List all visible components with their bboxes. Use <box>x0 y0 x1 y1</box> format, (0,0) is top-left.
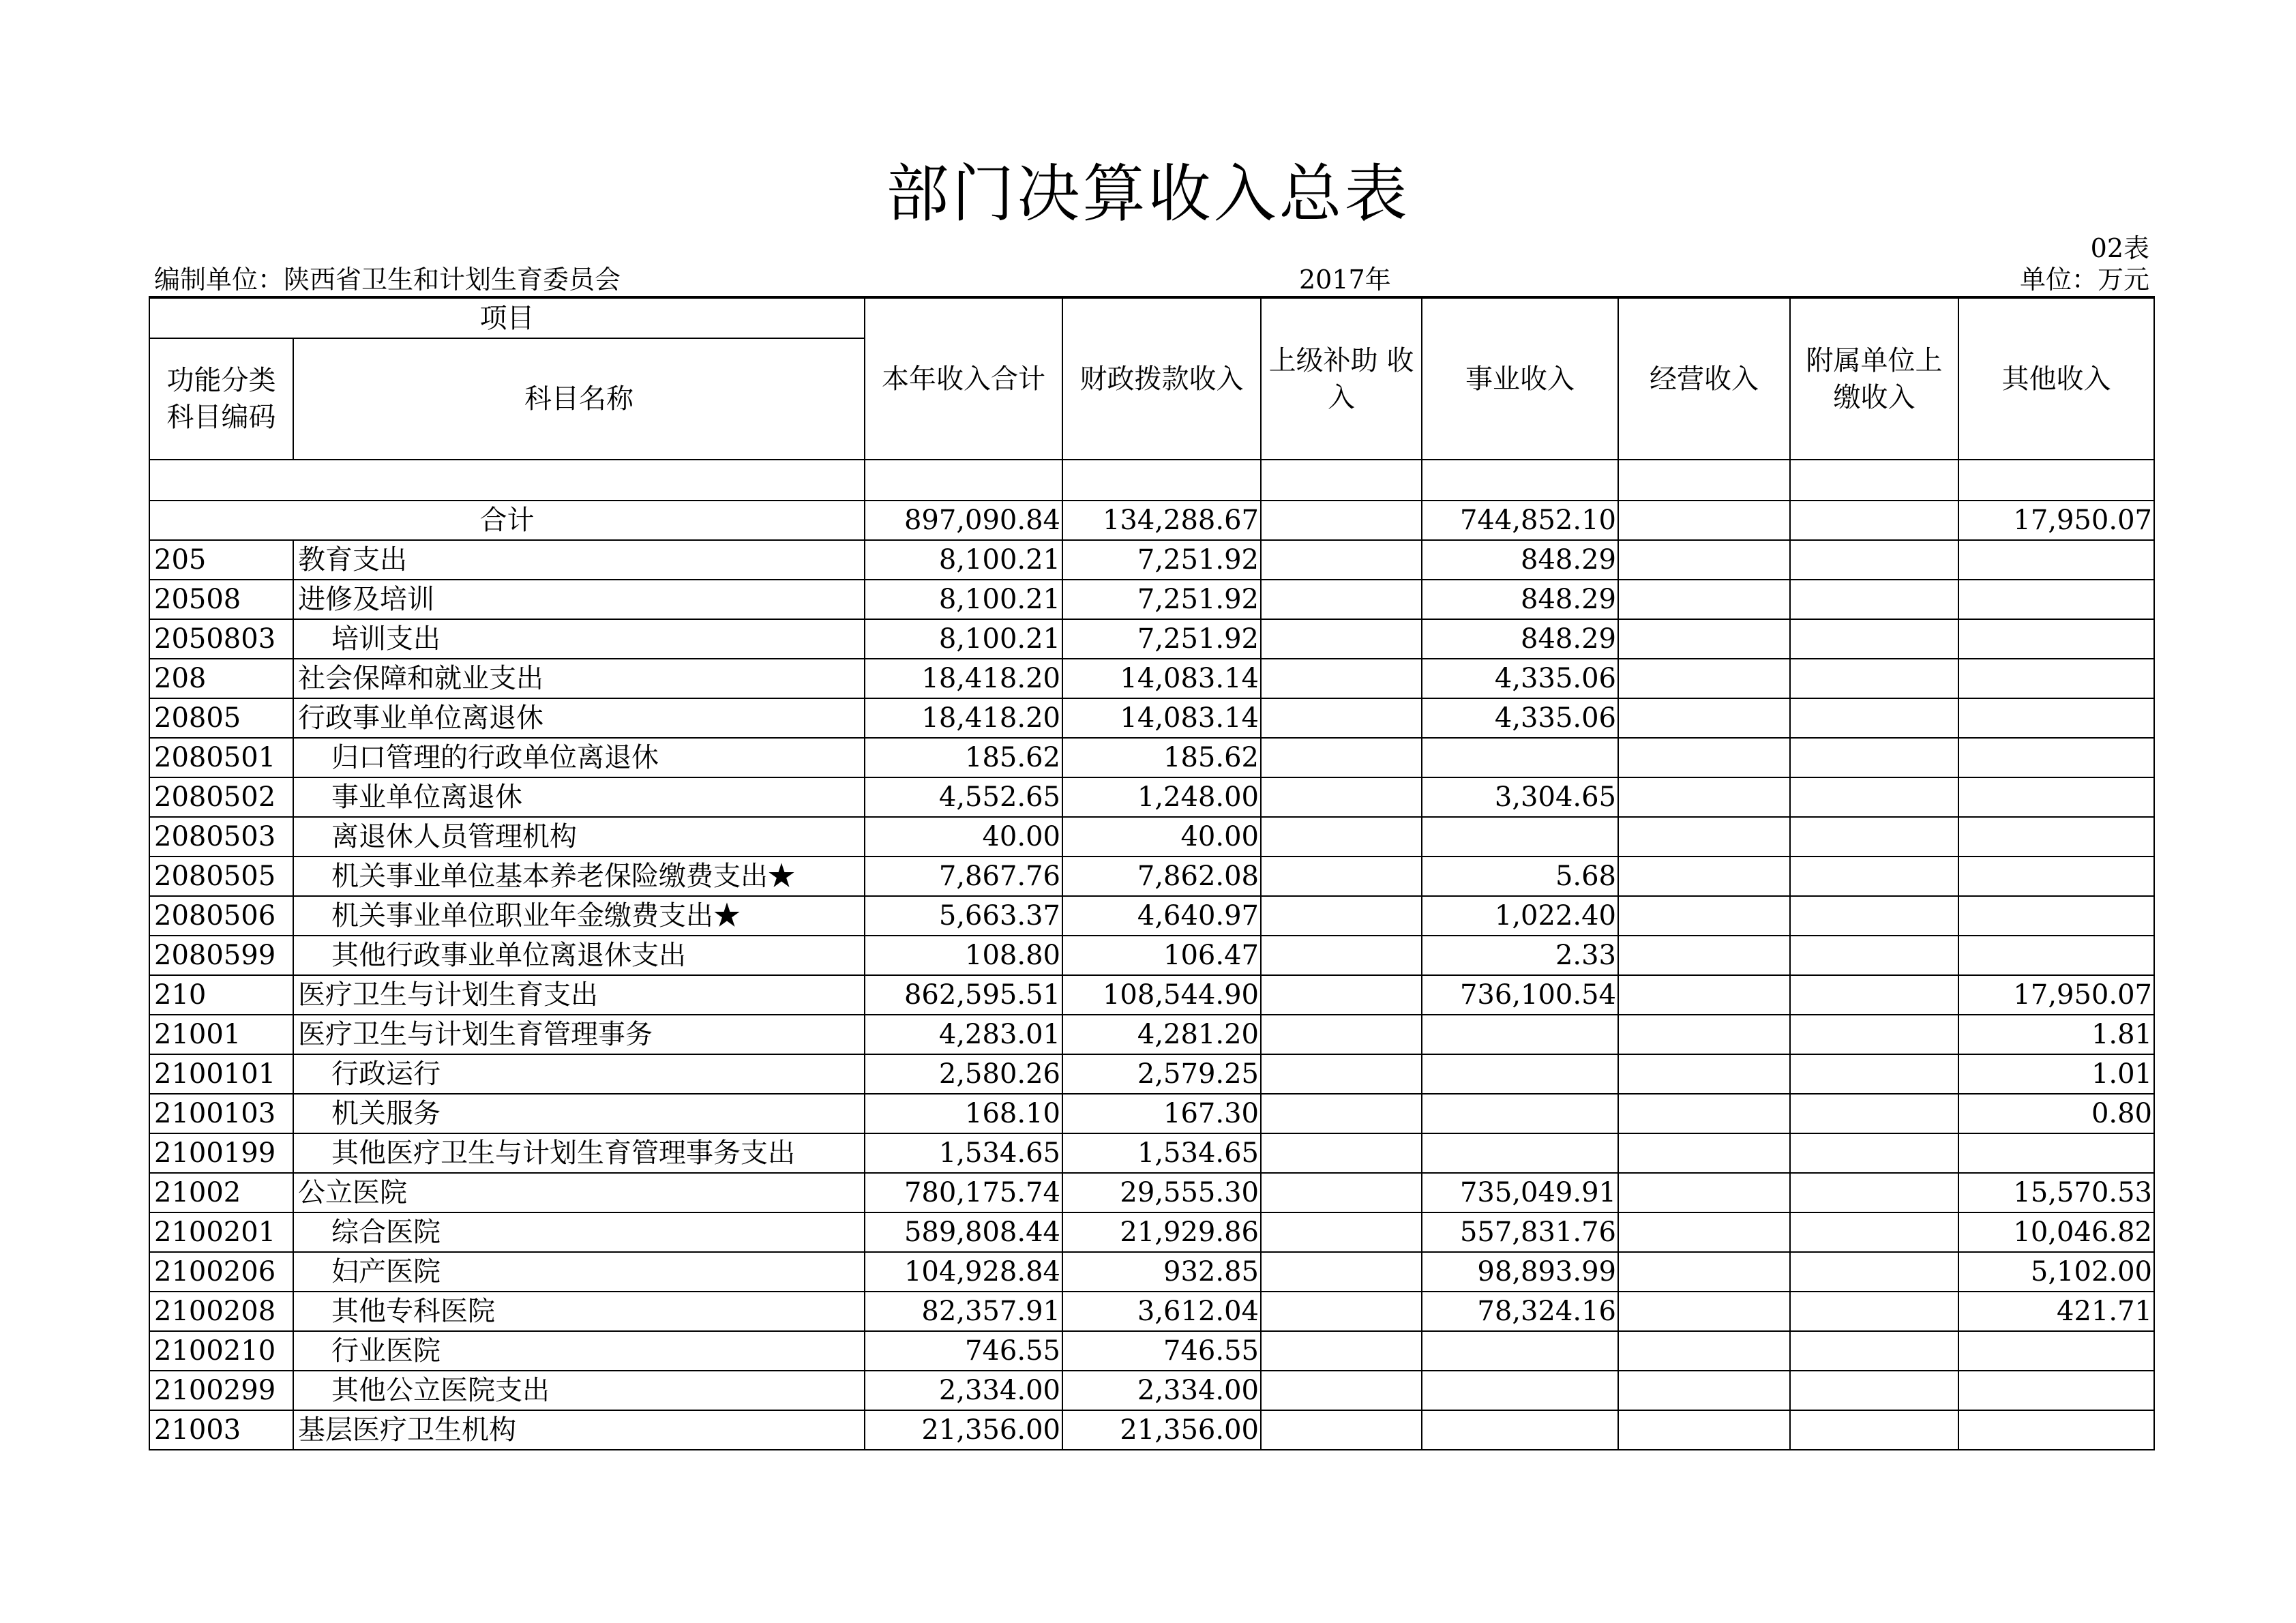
total-operating-value <box>1618 501 1790 540</box>
row-superior-value <box>1261 1252 1422 1292</box>
row-total-income-value: 185.62 <box>865 738 1062 777</box>
row-fiscal-value: 1,248.00 <box>1062 777 1261 817</box>
row-fiscal-value: 185.62 <box>1062 738 1261 777</box>
row-business-value <box>1422 1133 1618 1173</box>
row-business-value: 4,335.06 <box>1422 698 1618 738</box>
row-operating-value <box>1618 738 1790 777</box>
row-fiscal-value: 7,251.92 <box>1062 580 1261 619</box>
row-business-value: 557,831.76 <box>1422 1212 1618 1252</box>
row-total-income-value: 104,928.84 <box>865 1252 1062 1292</box>
row-business-value <box>1422 1331 1618 1371</box>
row-name: 培训支出 <box>293 619 865 659</box>
row-business-value: 2.33 <box>1422 936 1618 975</box>
table-row <box>149 1173 2154 1212</box>
row-superior-value <box>1261 896 1422 936</box>
row-fiscal-value: 14,083.14 <box>1062 698 1261 738</box>
row-code: 21002 <box>149 1173 293 1212</box>
row-other-value <box>1958 540 2154 580</box>
row-business-value: 848.29 <box>1422 540 1618 580</box>
row-other-value <box>1958 1133 2154 1173</box>
row-name: 进修及培训 <box>293 580 865 619</box>
row-total-income-value: 40.00 <box>865 817 1062 857</box>
row-fiscal-value: 7,862.08 <box>1062 857 1261 896</box>
row-total-income-value: 4,283.01 <box>865 1015 1062 1054</box>
table-row <box>149 1410 2154 1450</box>
spacer-cell <box>1790 460 1958 501</box>
row-other-value <box>1958 659 2154 698</box>
row-code: 2050803 <box>149 619 293 659</box>
row-name: 基层医疗卫生机构 <box>293 1410 865 1450</box>
row-total-income-value: 746.55 <box>865 1331 1062 1371</box>
row-name: 教育支出 <box>293 540 865 580</box>
row-business-value: 1,022.40 <box>1422 896 1618 936</box>
row-fiscal-value: 2,579.25 <box>1062 1054 1261 1094</box>
row-other-value <box>1958 619 2154 659</box>
row-name: 事业单位离退休 <box>293 777 865 817</box>
row-total-income-value: 2,334.00 <box>865 1371 1062 1410</box>
row-total-income-value: 1,534.65 <box>865 1133 1062 1173</box>
row-code: 210 <box>149 975 293 1015</box>
row-fiscal-value: 932.85 <box>1062 1252 1261 1292</box>
row-operating-value <box>1618 1133 1790 1173</box>
row-superior-value <box>1261 1015 1422 1054</box>
row-superior-value <box>1261 1173 1422 1212</box>
row-name: 社会保障和就业支出 <box>293 659 865 698</box>
row-name: 妇产医院 <box>293 1252 865 1292</box>
row-other-value: 1.81 <box>1958 1015 2154 1054</box>
row-business-value: 848.29 <box>1422 580 1618 619</box>
row-superior-value <box>1261 936 1422 975</box>
row-name: 医疗卫生与计划生育支出 <box>293 975 865 1015</box>
row-other-value <box>1958 738 2154 777</box>
row-other-value: 10,046.82 <box>1958 1212 2154 1252</box>
row-affiliated-value <box>1790 1371 1958 1410</box>
table-row <box>149 659 2154 698</box>
row-affiliated-value <box>1790 1094 1958 1133</box>
row-fiscal-value: 21,929.86 <box>1062 1212 1261 1252</box>
row-affiliated-value <box>1790 777 1958 817</box>
row-name: 其他专科医院 <box>293 1292 865 1331</box>
table-row <box>149 817 2154 857</box>
header-other: 其他收入 <box>1958 297 2154 460</box>
row-operating-value <box>1618 1331 1790 1371</box>
row-total-income-value: 21,356.00 <box>865 1410 1062 1450</box>
row-fiscal-value: 40.00 <box>1062 817 1261 857</box>
row-operating-value <box>1618 540 1790 580</box>
row-operating-value <box>1618 1252 1790 1292</box>
spacer-cell <box>1958 460 2154 501</box>
row-operating-value <box>1618 619 1790 659</box>
row-name: 医疗卫生与计划生育管理事务 <box>293 1015 865 1054</box>
row-name: 行政运行 <box>293 1054 865 1094</box>
row-total-income-value: 168.10 <box>865 1094 1062 1133</box>
row-total-income-value: 108.80 <box>865 936 1062 975</box>
row-other-value: 1.01 <box>1958 1054 2154 1094</box>
row-other-value <box>1958 1410 2154 1450</box>
row-name: 公立医院 <box>293 1173 865 1212</box>
row-fiscal-value: 7,251.92 <box>1062 540 1261 580</box>
row-total-income-value: 589,808.44 <box>865 1212 1062 1252</box>
row-operating-value <box>1618 896 1790 936</box>
table-row <box>149 1094 2154 1133</box>
row-operating-value <box>1618 1410 1790 1450</box>
income-summary-table <box>149 296 2155 1450</box>
row-affiliated-value <box>1790 540 1958 580</box>
row-fiscal-value: 106.47 <box>1062 936 1261 975</box>
row-name: 机关服务 <box>293 1094 865 1133</box>
page-title: 部门决算收入总表 <box>886 158 1410 230</box>
row-business-value: 98,893.99 <box>1422 1252 1618 1292</box>
row-total-income-value: 2,580.26 <box>865 1054 1062 1094</box>
header-code: 功能分类 科目编码 <box>149 338 293 460</box>
spacer-cell <box>865 460 1062 501</box>
header-operating: 经营收入 <box>1618 297 1790 460</box>
row-fiscal-value: 108,544.90 <box>1062 975 1261 1015</box>
row-operating-value <box>1618 817 1790 857</box>
row-total-income-value: 862,595.51 <box>865 975 1062 1015</box>
header-superior: 上级补助 收入 <box>1261 297 1422 460</box>
row-other-value <box>1958 777 2154 817</box>
row-fiscal-value: 4,640.97 <box>1062 896 1261 936</box>
row-superior-value <box>1261 619 1422 659</box>
report-year: 2017年 <box>1299 265 1391 295</box>
row-other-value <box>1958 1371 2154 1410</box>
table-row <box>149 936 2154 975</box>
row-affiliated-value <box>1790 896 1958 936</box>
header-affiliated: 附属单位上 缴收入 <box>1790 297 1958 460</box>
row-code: 2100299 <box>149 1371 293 1410</box>
row-business-value <box>1422 738 1618 777</box>
row-code: 208 <box>149 659 293 698</box>
row-code: 2080501 <box>149 738 293 777</box>
row-operating-value <box>1618 936 1790 975</box>
row-name: 机关事业单位职业年金缴费支出★ <box>293 896 865 936</box>
row-business-value <box>1422 1054 1618 1094</box>
table-row <box>149 1015 2154 1054</box>
row-affiliated-value <box>1790 659 1958 698</box>
row-superior-value <box>1261 975 1422 1015</box>
row-superior-value <box>1261 738 1422 777</box>
row-other-value <box>1958 857 2154 896</box>
table-row <box>149 619 2154 659</box>
row-business-value <box>1422 1371 1618 1410</box>
row-superior-value <box>1261 1292 1422 1331</box>
currency-unit: 单位：万元 <box>2019 265 2149 295</box>
row-superior-value <box>1261 1371 1422 1410</box>
row-superior-value <box>1261 1094 1422 1133</box>
row-business-value: 4,335.06 <box>1422 659 1618 698</box>
row-total-income-value: 8,100.21 <box>865 540 1062 580</box>
row-superior-value <box>1261 580 1422 619</box>
row-affiliated-value <box>1790 1331 1958 1371</box>
compiling-unit: 编制单位：陕西省卫生和计划生育委员会 <box>154 265 621 295</box>
row-business-value: 736,100.54 <box>1422 975 1618 1015</box>
row-other-value <box>1958 1331 2154 1371</box>
row-affiliated-value <box>1790 817 1958 857</box>
row-fiscal-value: 21,356.00 <box>1062 1410 1261 1450</box>
row-superior-value <box>1261 817 1422 857</box>
row-other-value: 0.80 <box>1958 1094 2154 1133</box>
table-row <box>149 1371 2154 1410</box>
table-row <box>149 1331 2154 1371</box>
row-name: 综合医院 <box>293 1212 865 1252</box>
row-other-value: 5,102.00 <box>1958 1252 2154 1292</box>
row-affiliated-value <box>1790 698 1958 738</box>
row-fiscal-value: 3,612.04 <box>1062 1292 1261 1331</box>
row-operating-value <box>1618 1054 1790 1094</box>
table-row <box>149 777 2154 817</box>
spacer-cell <box>1422 460 1618 501</box>
row-business-value <box>1422 1015 1618 1054</box>
header-row-1 <box>149 297 2154 338</box>
row-name: 其他行政事业单位离退休支出 <box>293 936 865 975</box>
row-name: 其他医疗卫生与计划生育管理事务支出 <box>293 1133 865 1173</box>
row-affiliated-value <box>1790 1410 1958 1450</box>
row-fiscal-value: 4,281.20 <box>1062 1015 1261 1054</box>
row-fiscal-value: 14,083.14 <box>1062 659 1261 698</box>
row-name: 离退休人员管理机构 <box>293 817 865 857</box>
total-label: 合计 <box>149 501 865 540</box>
table-row <box>149 1292 2154 1331</box>
table-row <box>149 896 2154 936</box>
row-name: 其他公立医院支出 <box>293 1371 865 1410</box>
table-row <box>149 540 2154 580</box>
row-name: 归口管理的行政单位离退休 <box>293 738 865 777</box>
header-total-income: 本年收入合计 <box>865 297 1062 460</box>
row-total-income-value: 7,867.76 <box>865 857 1062 896</box>
row-other-value <box>1958 936 2154 975</box>
row-superior-value <box>1261 1054 1422 1094</box>
row-business-value: 78,324.16 <box>1422 1292 1618 1331</box>
header-project: 项目 <box>149 297 865 338</box>
row-code: 2100208 <box>149 1292 293 1331</box>
row-code: 2080505 <box>149 857 293 896</box>
table-row <box>149 975 2154 1015</box>
table-row <box>149 738 2154 777</box>
row-total-income-value: 5,663.37 <box>865 896 1062 936</box>
row-code: 2100101 <box>149 1054 293 1094</box>
row-affiliated-value <box>1790 1015 1958 1054</box>
header-name: 科目名称 <box>293 338 865 460</box>
spacer-cell <box>149 460 865 501</box>
row-affiliated-value <box>1790 1054 1958 1094</box>
row-affiliated-value <box>1790 1173 1958 1212</box>
row-code: 20805 <box>149 698 293 738</box>
row-superior-value <box>1261 1410 1422 1450</box>
table-row <box>149 1252 2154 1292</box>
row-fiscal-value: 167.30 <box>1062 1094 1261 1133</box>
row-fiscal-value: 746.55 <box>1062 1331 1261 1371</box>
row-other-value: 17,950.07 <box>1958 975 2154 1015</box>
row-code: 2100199 <box>149 1133 293 1173</box>
spacer-cell <box>1261 460 1422 501</box>
row-operating-value <box>1618 1015 1790 1054</box>
row-operating-value <box>1618 857 1790 896</box>
row-affiliated-value <box>1790 1133 1958 1173</box>
table-row <box>149 698 2154 738</box>
row-operating-value <box>1618 1173 1790 1212</box>
row-code: 2080503 <box>149 817 293 857</box>
row-name: 行政事业单位离退休 <box>293 698 865 738</box>
row-superior-value <box>1261 540 1422 580</box>
row-operating-value <box>1618 1212 1790 1252</box>
row-other-value <box>1958 698 2154 738</box>
row-operating-value <box>1618 698 1790 738</box>
row-superior-value <box>1261 1133 1422 1173</box>
row-superior-value <box>1261 1212 1422 1252</box>
row-business-value: 848.29 <box>1422 619 1618 659</box>
row-total-income-value: 18,418.20 <box>865 659 1062 698</box>
row-code: 2100201 <box>149 1212 293 1252</box>
row-name: 行业医院 <box>293 1331 865 1371</box>
row-affiliated-value <box>1790 619 1958 659</box>
row-fiscal-value: 2,334.00 <box>1062 1371 1261 1410</box>
row-superior-value <box>1261 659 1422 698</box>
table-row <box>149 857 2154 896</box>
row-affiliated-value <box>1790 1212 1958 1252</box>
row-total-income-value: 8,100.21 <box>865 619 1062 659</box>
row-superior-value <box>1261 857 1422 896</box>
table-row <box>149 580 2154 619</box>
row-business-value <box>1422 1410 1618 1450</box>
row-affiliated-value <box>1790 738 1958 777</box>
row-fiscal-value: 1,534.65 <box>1062 1133 1261 1173</box>
row-affiliated-value <box>1790 1292 1958 1331</box>
total-fiscal-value: 134,288.67 <box>1062 501 1261 540</box>
table-number: 02表 <box>2090 233 2149 263</box>
row-fiscal-value: 7,251.92 <box>1062 619 1261 659</box>
row-total-income-value: 4,552.65 <box>865 777 1062 817</box>
row-code: 21003 <box>149 1410 293 1450</box>
row-name: 机关事业单位基本养老保险缴费支出★ <box>293 857 865 896</box>
row-total-income-value: 780,175.74 <box>865 1173 1062 1212</box>
total-affiliated-value <box>1790 501 1958 540</box>
header-fiscal: 财政拨款收入 <box>1062 297 1261 460</box>
row-affiliated-value <box>1790 936 1958 975</box>
row-operating-value <box>1618 777 1790 817</box>
row-code: 21001 <box>149 1015 293 1054</box>
row-total-income-value: 82,357.91 <box>865 1292 1062 1331</box>
row-business-value: 735,049.91 <box>1422 1173 1618 1212</box>
row-code: 2100206 <box>149 1252 293 1292</box>
row-total-income-value: 8,100.21 <box>865 580 1062 619</box>
row-other-value <box>1958 817 2154 857</box>
row-code: 2100210 <box>149 1331 293 1371</box>
total-row <box>149 501 2154 540</box>
row-affiliated-value <box>1790 975 1958 1015</box>
row-superior-value <box>1261 777 1422 817</box>
row-operating-value <box>1618 580 1790 619</box>
row-other-value: 15,570.53 <box>1958 1173 2154 1212</box>
table-row <box>149 1054 2154 1094</box>
row-operating-value <box>1618 659 1790 698</box>
row-affiliated-value <box>1790 857 1958 896</box>
row-superior-value <box>1261 698 1422 738</box>
row-code: 2100103 <box>149 1094 293 1133</box>
row-other-value <box>1958 580 2154 619</box>
total-income-value: 897,090.84 <box>865 501 1062 540</box>
row-code: 2080506 <box>149 896 293 936</box>
row-operating-value <box>1618 1094 1790 1133</box>
table-row <box>149 1212 2154 1252</box>
header-business: 事业收入 <box>1422 297 1618 460</box>
row-other-value <box>1958 896 2154 936</box>
row-affiliated-value <box>1790 1252 1958 1292</box>
spacer-cell <box>1062 460 1261 501</box>
row-business-value <box>1422 817 1618 857</box>
row-business-value: 3,304.65 <box>1422 777 1618 817</box>
row-total-income-value: 18,418.20 <box>865 698 1062 738</box>
row-business-value: 5.68 <box>1422 857 1618 896</box>
row-operating-value <box>1618 975 1790 1015</box>
row-superior-value <box>1261 1331 1422 1371</box>
row-affiliated-value <box>1790 580 1958 619</box>
row-operating-value <box>1618 1292 1790 1331</box>
table-row <box>149 1133 2154 1173</box>
spacer-cell <box>1618 460 1790 501</box>
row-other-value: 421.71 <box>1958 1292 2154 1331</box>
header-spacer-row <box>149 460 2154 501</box>
total-other-value: 17,950.07 <box>1958 501 2154 540</box>
row-business-value <box>1422 1094 1618 1133</box>
row-code: 205 <box>149 540 293 580</box>
row-code: 2080502 <box>149 777 293 817</box>
total-superior-value <box>1261 501 1422 540</box>
row-fiscal-value: 29,555.30 <box>1062 1173 1261 1212</box>
row-operating-value <box>1618 1371 1790 1410</box>
row-code: 20508 <box>149 580 293 619</box>
row-code: 2080599 <box>149 936 293 975</box>
total-business-value: 744,852.10 <box>1422 501 1618 540</box>
